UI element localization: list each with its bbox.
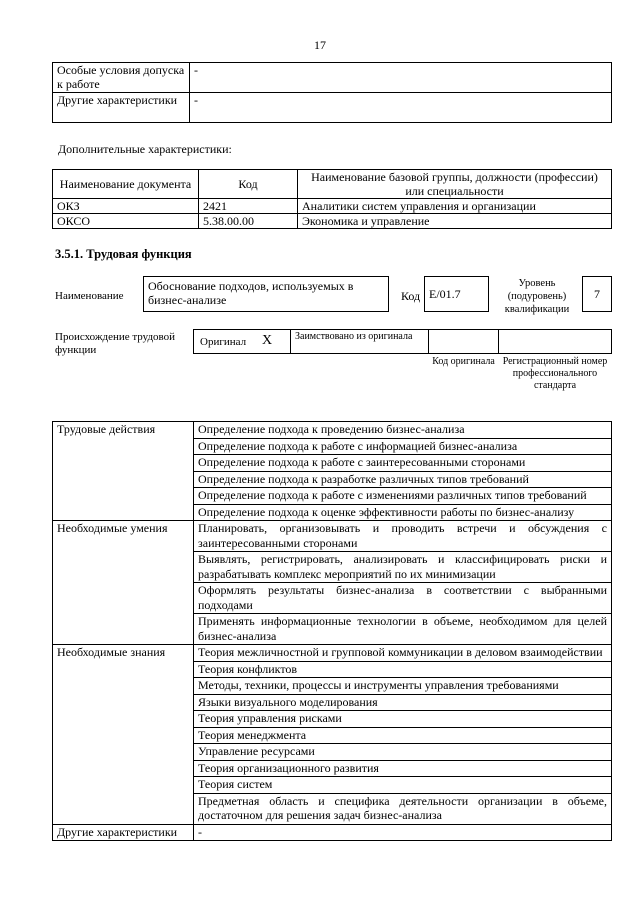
reg-number-box [498,329,612,354]
original-label: Оригинал [200,336,247,348]
details-item: Теория организационного развития [194,760,612,777]
section-title: 3.5.1. Трудовая функция [55,247,192,261]
details-group-label: Другие характеристики [53,824,194,841]
table-cell: Аналитики систем управления и организации [298,199,612,214]
name-label: Наименование [55,290,124,302]
table-row [53,422,612,439]
details-item: Определение подхода к проведению бизнес-анализа [194,422,612,439]
table-row [53,63,612,93]
details-item: Планировать, организовывать и проводить встречи и обсуждения с заинтересованными сторонами [194,521,612,552]
details-item: Управление ресурсами [194,744,612,761]
reg-caption: Регистрационный номер профессионального стандарта [502,356,608,391]
details-item: Выявлять, регистрировать, анализировать и классифицировать риски и разрабатывать комплекс мероприятий по их минимизации [194,552,612,583]
function-name-box: Обоснование подходов, используемых в бизнес-анализе [143,276,389,312]
details-item: Теория менеджмента [194,727,612,744]
table-row [53,93,612,123]
table-cell: ОКСО [53,214,199,229]
details-table [52,421,612,841]
details-item: Определение подхода к работе с изменениями различных типов требований [194,488,612,505]
details-item: Определение подхода к оценке эффективности работы по бизнес-анализу [194,504,612,521]
original-mark: X [262,333,273,348]
details-item: Теория конфликтов [194,661,612,678]
original-box [193,329,291,354]
page-number: 17 [314,38,326,52]
column-header: Код [199,170,298,199]
level-box: 7 [582,276,612,312]
details-item: Методы, техники, процессы и инструменты управления требованиями [194,678,612,695]
details-group-label: Трудовые действия [53,422,194,521]
origin-label: Происхождение трудовой функции [55,331,176,356]
details-item: - [194,824,612,841]
table-row [53,199,612,214]
code-label: Код [401,289,421,303]
condition-value: - [190,93,612,123]
code-caption: Код оригинала [432,356,495,367]
column-header: Наименование документа [53,170,199,199]
function-code-box: E/01.7 [424,276,489,312]
details-item: Теория межличностной и групповой коммуникации в деловом взаимодействии [194,645,612,662]
table-cell: 2421 [199,199,298,214]
condition-label: Особые условия допуска к работе [53,63,190,93]
condition-value: - [190,63,612,93]
column-header: Наименование базовой группы, должности (профессии) или специальности [298,170,612,199]
details-item: Определение подхода к работе с заинтересованными сторонами [194,455,612,472]
details-item: Оформлять результаты бизнес-анализа в соответствии с выбранными подходами [194,583,612,614]
condition-label: Другие характеристики [53,93,190,123]
table-cell: ОКЗ [53,199,199,214]
table-header-row [53,170,612,199]
details-item: Определение подхода к разработке различных типов требований [194,471,612,488]
classifier-table [52,169,612,229]
details-group-label: Необходимые умения [53,521,194,645]
details-item: Языки визуального моделирования [194,694,612,711]
details-item: Предметная область и специфика деятельности организации в объеме, достаточном для решения задач бизнес-анализа [194,793,612,824]
table-row [53,645,612,662]
borrowed-box: Заимствовано из оригинала [290,329,429,354]
table-cell: Экономика и управление [298,214,612,229]
details-item: Применять информационные технологии в объеме, необходимом для целей бизнес-анализа [194,614,612,645]
table-row [53,824,612,841]
original-code-box [428,329,499,354]
details-group-label: Необходимые знания [53,645,194,825]
level-label: Уровень (подуровень) квалификации [504,278,570,315]
table-cell: 5.38.00.00 [199,214,298,229]
table-row [53,521,612,552]
additional-title: Дополнительные характеристики: [58,142,232,156]
conditions-table [52,62,612,123]
details-item: Теория систем [194,777,612,794]
details-item: Определение подхода к работе с информацией бизнес-анализа [194,438,612,455]
table-row [53,214,612,229]
details-item: Теория управления рисками [194,711,612,728]
